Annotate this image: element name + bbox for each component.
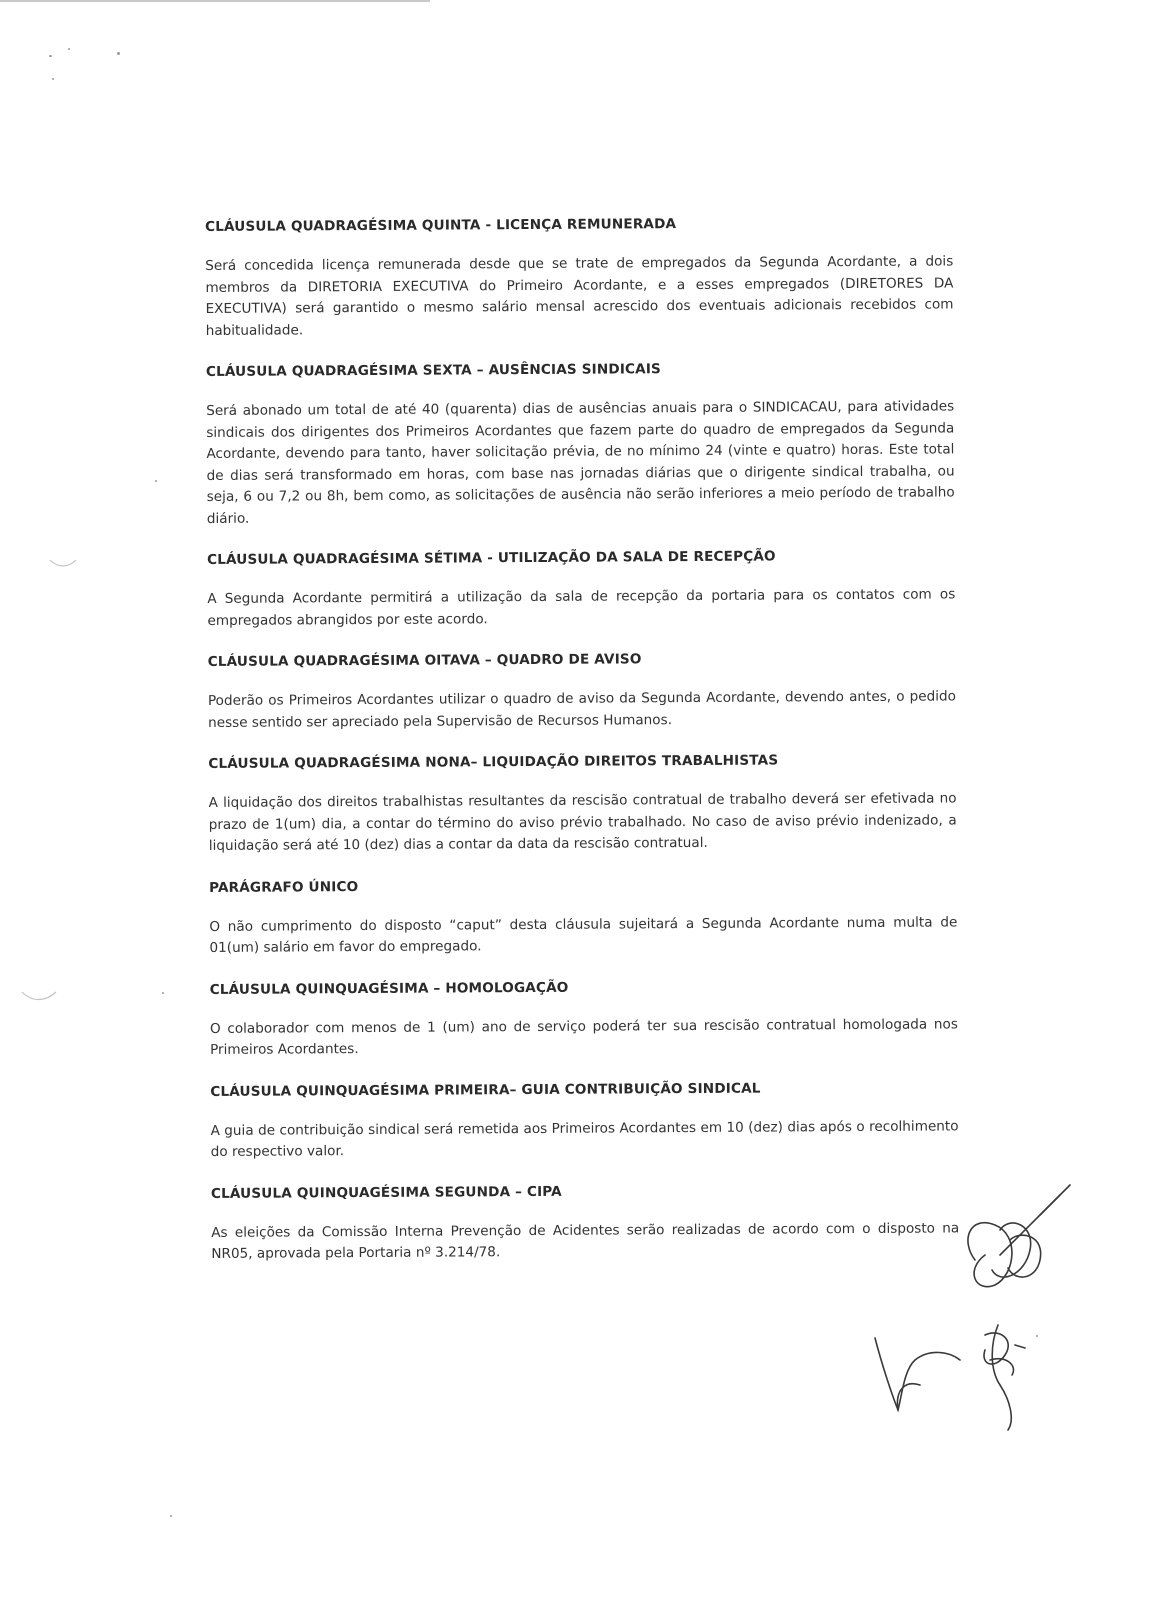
clause-heading: CLÁUSULA QUINQUAGÉSIMA SEGUNDA – CIPA (210, 1183, 562, 1202)
clause-heading: CLÁUSULA QUADRAGÉSIMA NONA– LIQUIDAÇÃO DIREITOS TRABALHISTAS (208, 752, 779, 772)
clause-paragraph: Será abonado um total de até 40 (quarenta) dias de ausências anuais para o SINDICACAU, para atividades sindicais dos dirigentes dos Primeiros Acordantes que fazem parte do quadro de empregados da Segunda Acordante, devendo para tanto, haver solicitação prévia, de no mínimo 24 (vinte e quatro) horas. Este total de dias será transformado em horas, com base nas jornadas diárias que o dirigente sindical trabalha, ou seja, 6 ou 7,2 ou 8h, bem como, as solicitações de ausência não serão inferiores a meio período de trabalho diário. (206, 398, 955, 527)
clause-heading: CLÁUSULA QUADRAGÉSIMA OITAVA – QUADRO DE AVISO (207, 651, 642, 670)
clause-heading: CLÁUSULA QUINQUAGÉSIMA – HOMOLOGAÇÃO (209, 979, 569, 998)
clause-paragraph: Poderão os Primeiros Acordantes utilizar o quadro de aviso da Segunda Acordante, devendo antes, o pedido nesse sentido ser apreciado pela Supervisão de Recursos Humanos. (207, 688, 956, 731)
clause-heading: CLÁUSULA QUADRAGÉSIMA SEXTA – AUSÊNCIAS SINDICAIS (205, 361, 662, 380)
clause-heading: CLÁUSULA QUADRAGÉSIMA QUINTA - LICENÇA REMUNERADA (204, 216, 677, 235)
clause-paragraph: As eleições da Comissão Interna Prevenção de Acidentes serão realizadas de acordo com o disposto na NR05, aprovada pela Portaria nº 3.214/78. (211, 1219, 960, 1262)
clause-paragraph: O colaborador com menos de 1 (um) ano de serviço poderá ter sua rescisão contratual homologada nos Primeiros Acordantes. (209, 1015, 958, 1058)
clause-paragraph: A guia de contribuição sindical será remetida aos Primeiros Acordantes em 10 (dez) dias após o recolhimento do respectivo valor. (210, 1117, 959, 1160)
punch-hole-mark (22, 992, 56, 1000)
clause-paragraph: Será concedida licença remunerada desde que se trate de empregados da Segunda Acordante, a dois membros da DIRETORIA EXECUTIVA do Primeiro Acordante, e a esses empregados (DIRETORES DA EXECUTIVA) será garantido o mesmo salário mensal acrescido dos eventuais adicionais recebidos com habitualidade. (205, 253, 954, 339)
clause-heading: CLÁUSULA QUINQUAGÉSIMA PRIMEIRA– GUIA CONTRIBUIÇÃO SINDICAL (210, 1080, 761, 1100)
clause-heading: CLÁUSULA QUADRAGÉSIMA SÉTIMA - UTILIZAÇÃO DA SALA DE RECEPÇÃO (207, 548, 776, 568)
clause-heading: PARÁGRAFO ÚNICO (209, 878, 359, 896)
punch-hole-mark (50, 560, 76, 566)
clause-paragraph: A Segunda Acordante permitirá a utilização da sala de recepção da portaria para os contatos com os empregados abrangidos por este acordo. (207, 586, 956, 629)
clause-paragraph: O não cumprimento do disposto “caput” desta cláusula sujeitará a Segunda Acordante numa multa de 01(um) salário em favor do empregado. (209, 913, 958, 956)
clause-paragraph: A liquidação dos direitos trabalhistas resultantes da rescisão contratual de trabalho deverá ser efetivada no prazo de 1(um) dia, a contar do término do aviso prévio trabalhado. No caso de aviso prévio indenizado, a liquidação será até 10 (dez) dias a contar da data da rescisão contratual. (208, 790, 957, 854)
